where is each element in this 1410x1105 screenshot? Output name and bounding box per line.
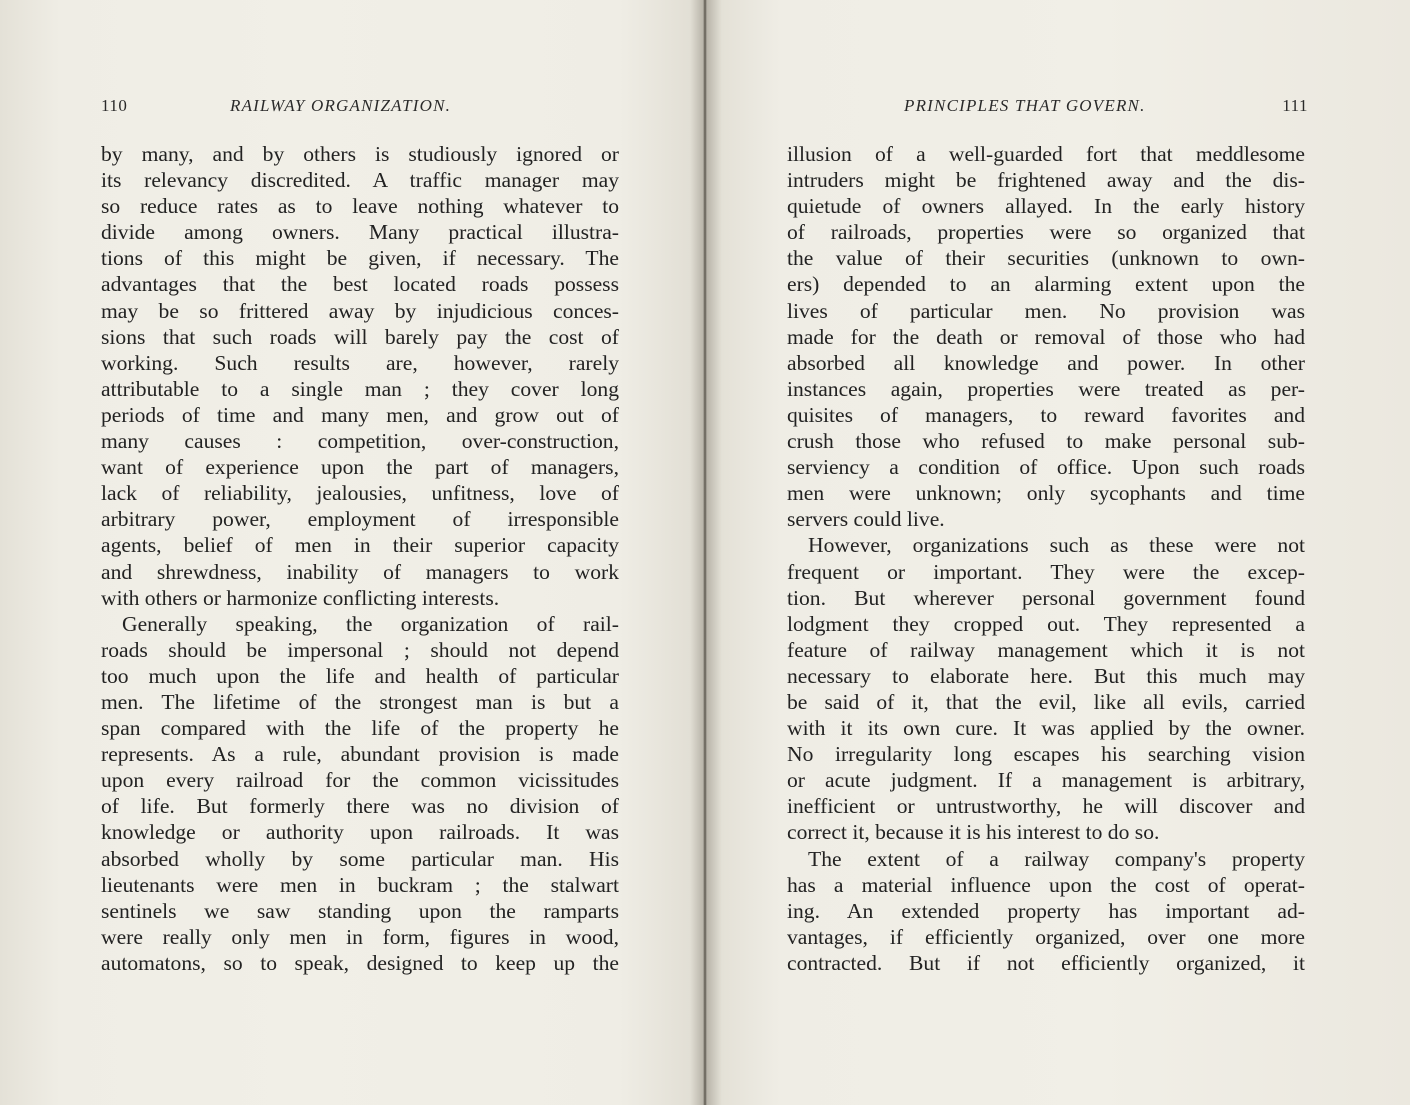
text-line: many causes : competition, over-construction, xyxy=(101,429,619,454)
text-line: knowledge or authority upon railroads. It was xyxy=(101,820,619,845)
text-line: attributable to a single man ; they cover long xyxy=(101,376,619,401)
text-line: and shrewdness, inability of managers to work xyxy=(101,559,619,584)
text-line: quisites of managers, to reward favorites and xyxy=(787,402,1305,427)
text-line: instances again, properties were treated as per- xyxy=(787,376,1305,401)
text-line: periods of time and many men, and grow out of xyxy=(101,402,619,427)
text-line: of life. But formerly there was no division of xyxy=(101,794,619,819)
text-line: feature of railway management which it is not xyxy=(787,637,1305,662)
text-line: No irregularity long escapes his searching vision xyxy=(787,742,1305,767)
text-line: automatons, so to speak, designed to keep up the xyxy=(101,950,619,975)
text-line: ers) depended to an alarming extent upon the xyxy=(787,272,1305,297)
text-line: divide among owners. Many practical illustra- xyxy=(101,220,619,245)
text-line: crush those who refused to make personal sub- xyxy=(787,429,1305,454)
right-page xyxy=(706,0,1410,1105)
text-line: or acute judgment. If a management is arbitrary, xyxy=(787,768,1305,793)
text-line: has a material influence upon the cost of operat- xyxy=(787,872,1305,897)
text-line: be said of it, that the evil, like all evils, carried xyxy=(787,689,1305,714)
text-line: agents, belief of men in their superior capacity xyxy=(101,533,619,558)
left-running-head: RAILWAY ORGANIZATION. xyxy=(230,96,452,115)
text-line: intruders might be frightened away and the dis- xyxy=(787,168,1305,193)
text-line: upon every railroad for the common vicissitudes xyxy=(101,768,619,793)
right-page-number: 111 xyxy=(1282,96,1308,115)
text-line: vantages, if efficiently organized, over one more xyxy=(787,924,1305,949)
text-line: The extent of a railway company's property xyxy=(808,846,1305,871)
text-line: tions of this might be given, if necessary. The xyxy=(101,246,619,271)
text-line: sentinels we saw standing upon the ramparts xyxy=(101,898,619,923)
text-line: with it its own cure. It was applied by the owner. xyxy=(787,716,1305,741)
text-line: span compared with the life of the property he xyxy=(101,716,619,741)
text-line: lodgment they cropped out. They represented a xyxy=(787,611,1305,636)
text-line: made for the death or removal of those who had xyxy=(787,324,1305,349)
text-line: inefficient or untrustworthy, he will discover and xyxy=(787,794,1305,819)
right-page-body xyxy=(787,141,1305,976)
text-line: servers could live. xyxy=(787,507,945,532)
text-line: lives of particular men. No provision was xyxy=(787,298,1305,323)
text-line: absorbed wholly by some particular man. His xyxy=(101,846,619,871)
text-line: ing. An extended property has important ad- xyxy=(787,898,1305,923)
text-line: so reduce rates as to leave nothing whatever to xyxy=(101,194,619,219)
text-line: with others or harmonize conflicting interests. xyxy=(101,585,500,610)
text-line: working. Such results are, however, rarely xyxy=(101,350,619,375)
text-line: serviency a condition of office. Upon such roads xyxy=(787,455,1305,480)
text-line: lieutenants were men in buckram ; the stalwart xyxy=(101,872,619,897)
text-line: roads should be impersonal ; should not depend xyxy=(101,637,619,662)
text-line: of railroads, properties were so organized that xyxy=(787,220,1305,245)
text-line: lack of reliability, jealousies, unfitness, love of xyxy=(101,481,619,506)
text-line: represents. As a rule, abundant provision is made xyxy=(101,742,619,767)
text-line: arbitrary power, employment of irresponsible xyxy=(101,507,619,532)
text-line: by many, and by others is studiously ignored or xyxy=(101,142,619,166)
text-line: Generally speaking, the organization of rail- xyxy=(122,611,619,636)
left-page-body xyxy=(101,141,619,976)
text-line: quietude of owners allayed. In the early history xyxy=(787,194,1305,219)
text-line: its relevancy discredited. A traffic manager may xyxy=(101,168,619,193)
text-line: sions that such roads will barely pay the cost of xyxy=(101,324,619,349)
right-page-header xyxy=(788,96,1308,122)
text-line: tion. But wherever personal government found xyxy=(787,585,1305,610)
text-line: frequent or important. They were the excep- xyxy=(787,559,1305,584)
text-line: the value of their securities (unknown to own- xyxy=(787,246,1305,271)
text-line: advantages that the best located roads possess xyxy=(101,272,619,297)
text-line: illusion of a well-guarded fort that meddlesome xyxy=(787,142,1305,166)
text-line: However, organizations such as these were not xyxy=(808,533,1305,558)
text-line: men. The lifetime of the strongest man is but a xyxy=(101,689,619,714)
text-line: necessary to elaborate here. But this much may xyxy=(787,663,1305,688)
right-running-head: PRINCIPLES THAT GOVERN. xyxy=(904,96,1146,115)
left-page-number: 110 xyxy=(101,96,128,115)
text-line: absorbed all knowledge and power. In other xyxy=(787,350,1305,375)
text-line: contracted. But if not efficiently organized, it xyxy=(787,950,1305,975)
text-line: want of experience upon the part of managers, xyxy=(101,455,619,480)
left-page-header xyxy=(101,96,621,122)
text-line: correct it, because it is his interest to do so. xyxy=(787,820,1160,845)
text-line: men were unknown; only sycophants and time xyxy=(787,481,1305,506)
text-line: too much upon the life and health of particular xyxy=(101,663,619,688)
text-line: were really only men in form, figures in wood, xyxy=(101,924,619,949)
text-line: may be so frittered away by injudicious conces- xyxy=(101,298,619,323)
